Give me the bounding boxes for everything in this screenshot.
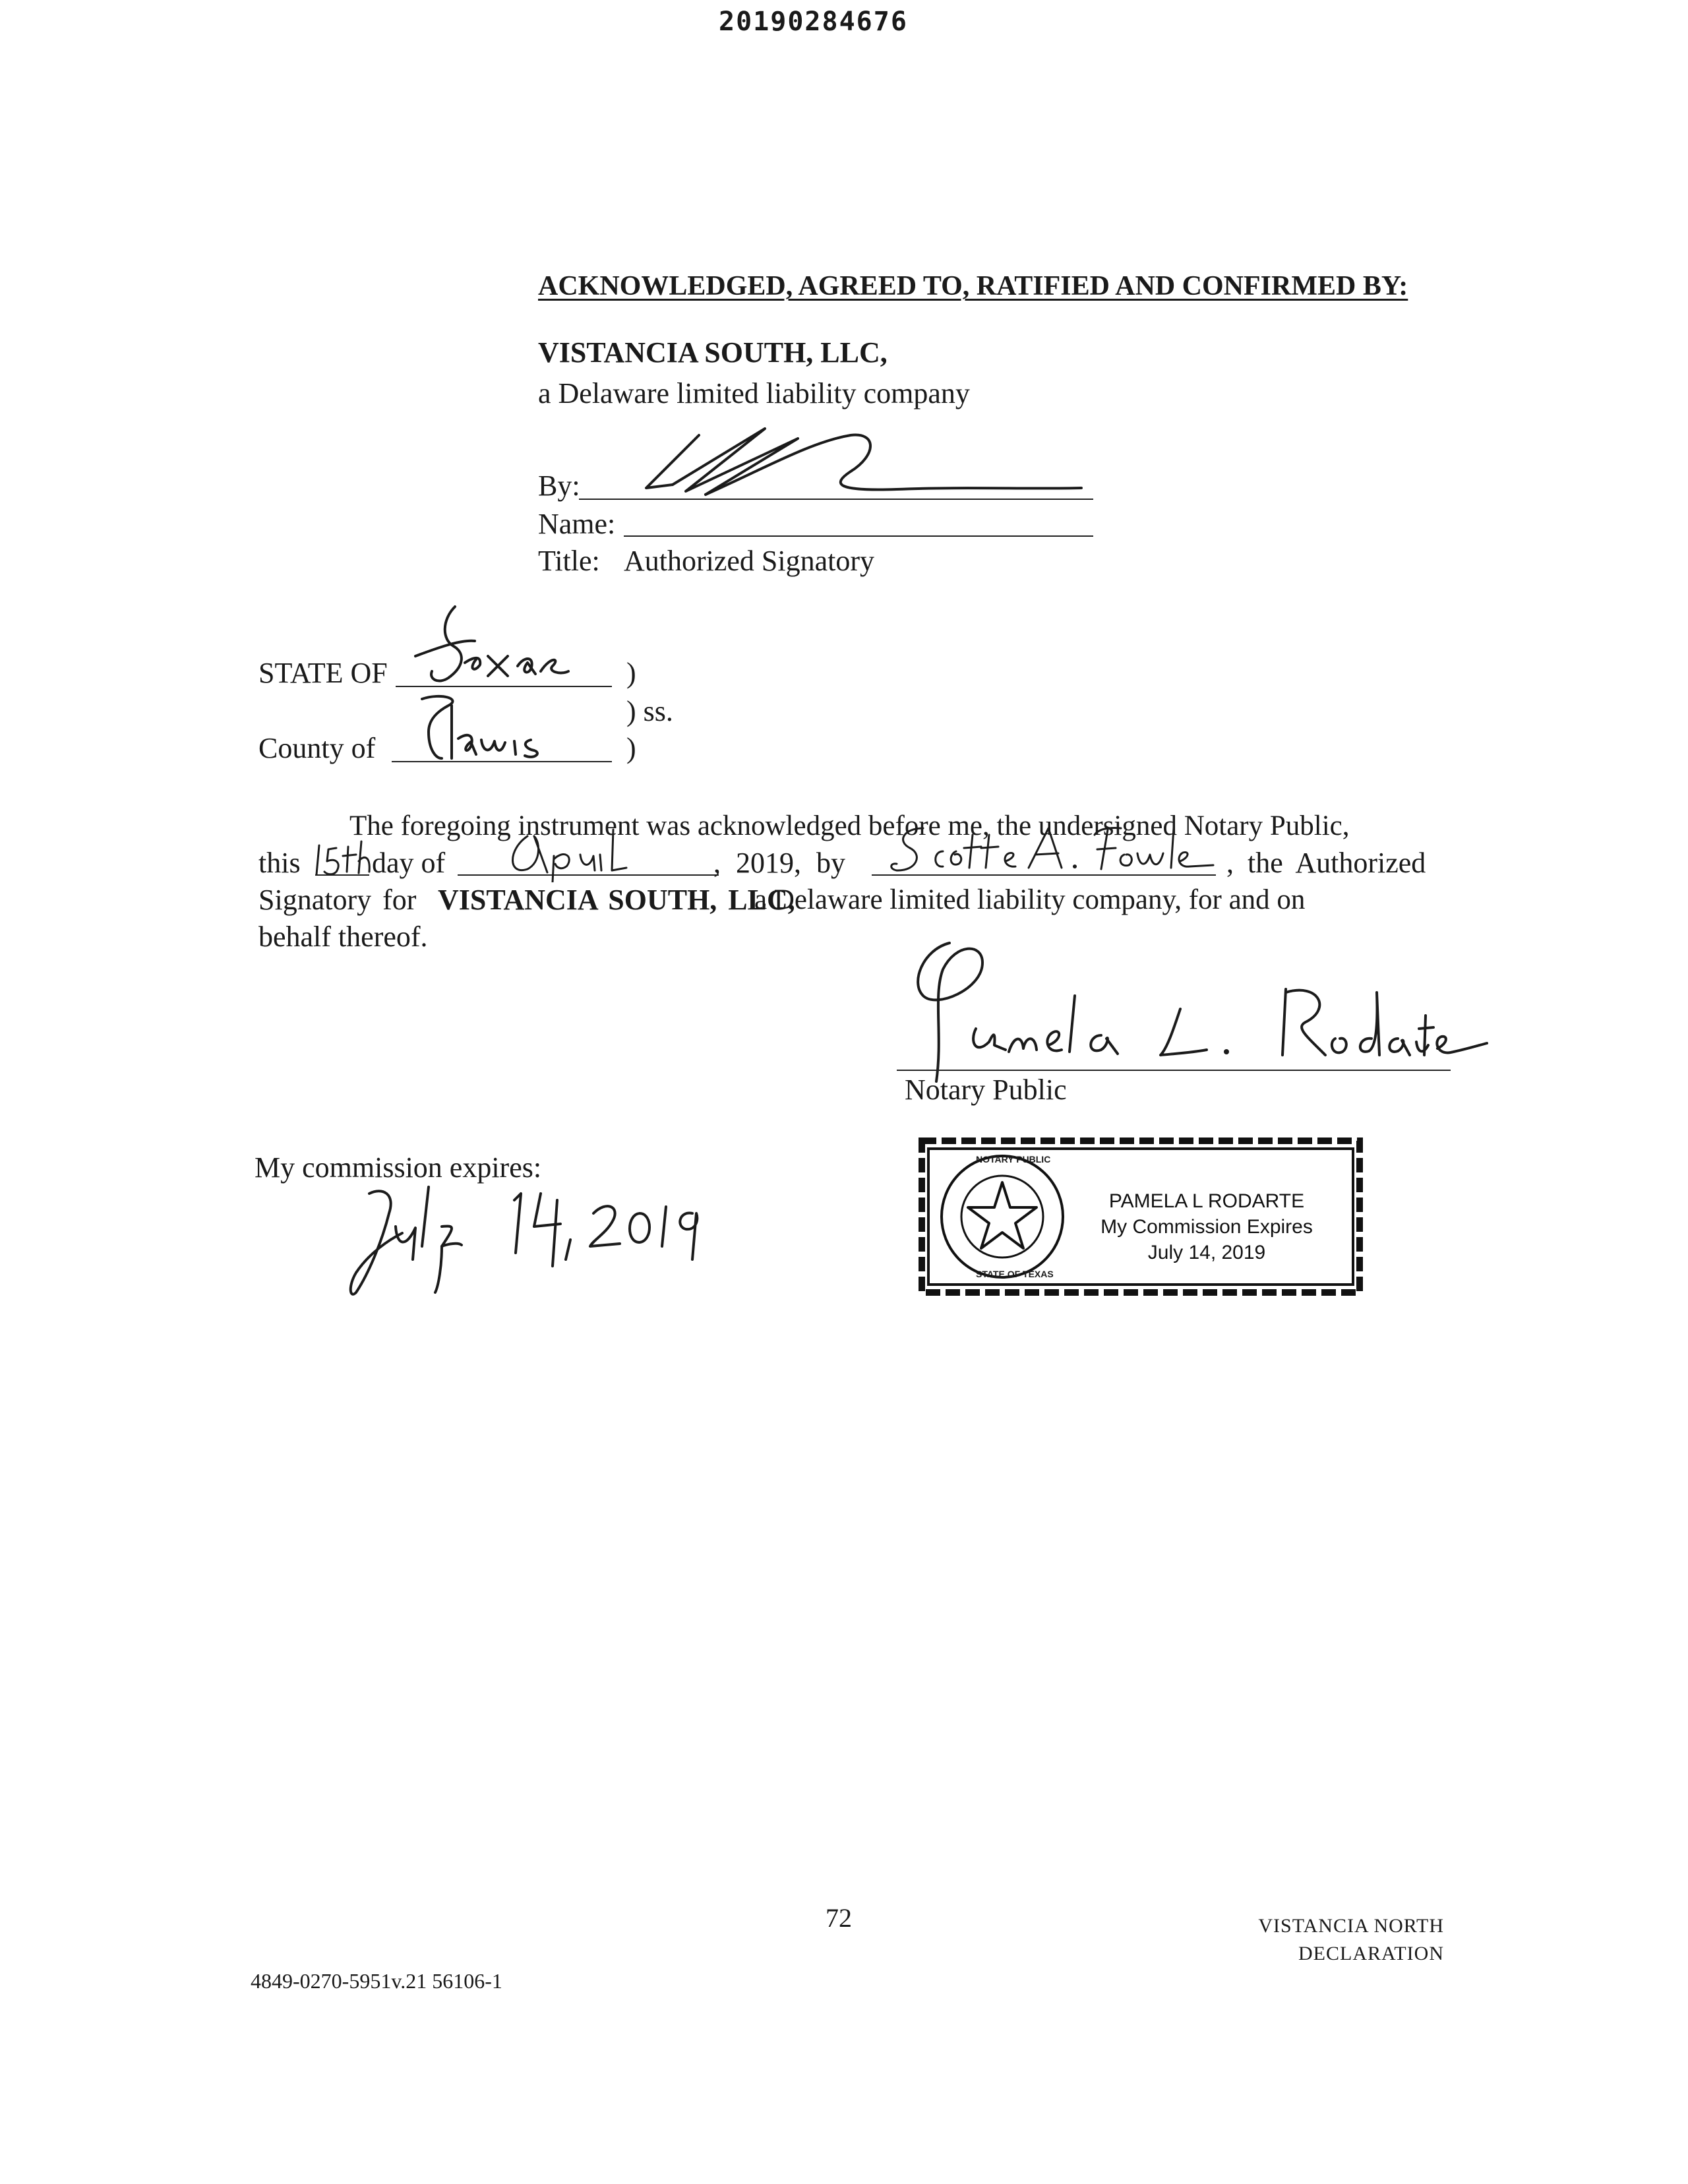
notary-signature: [897, 930, 1490, 1088]
by-label: By:: [538, 470, 580, 502]
page-number: 72: [826, 1903, 852, 1933]
company-name: VISTANCIA SOUTH, LLC,: [538, 336, 888, 369]
footer-doc-id: 4849-0270-5951v.21 56106-1: [251, 1969, 502, 1993]
commission-handwritten-date: [343, 1174, 712, 1306]
stamp-text-block: [1088, 1188, 1325, 1265]
company-description: a Delaware limited liability company: [538, 377, 970, 410]
notary-text-line-4: behalf thereof.: [258, 921, 428, 953]
acknowledgment-heading: ACKNOWLEDGED, AGREED TO, RATIFIED AND CONFIRMED BY:: [538, 271, 1408, 301]
notary-stamp: [917, 1134, 1365, 1299]
title-label: Title:: [538, 545, 600, 577]
county-paren: ): [626, 732, 636, 764]
county-label: County of: [258, 732, 376, 764]
recording-number: 20190284676: [719, 7, 908, 37]
notary-text-line-1: The foregoing instrument was acknowledged before me, the undersigned Notary Public,: [349, 810, 1350, 841]
state-label: STATE OF: [258, 657, 388, 689]
notary-text-day-of: day of: [372, 847, 446, 879]
state-paren: ): [626, 657, 636, 689]
notary-public-label: Notary Public: [905, 1074, 1067, 1106]
notary-text-the-authorized: , the Authorized: [1226, 847, 1426, 879]
stamp-commission-label: My Commission Expires: [1100, 1216, 1313, 1238]
footer-doc-title: [1246, 1912, 1444, 1968]
name-label: Name:: [538, 508, 616, 540]
state-handwritten-texas: [402, 593, 574, 692]
ss-label: ) ss.: [626, 695, 673, 727]
company-signature: [633, 409, 1095, 508]
notary-text-line-3-suffix: a Delaware limited liability company, for and on: [754, 884, 1306, 915]
county-handwritten-harris: [402, 686, 574, 765]
stamp-commission-date: July 14, 2019: [1147, 1242, 1266, 1263]
title-value: Authorized Signatory: [624, 545, 875, 577]
notary-signature-line: [897, 1070, 1451, 1071]
seal-top-text: NOTARY PUBLIC: [976, 1154, 1051, 1165]
seal-bottom-text: STATE OF TEXAS: [976, 1269, 1054, 1279]
footer-doc-title-line-1: VISTANCIA NORTH: [1258, 1915, 1444, 1937]
notary-text-this: this: [258, 847, 301, 879]
handwritten-signer-name: [870, 815, 1240, 881]
notary-text-line-3-company: VISTANCIA SOUTH, LLC,: [438, 884, 795, 916]
name-line: [624, 535, 1093, 537]
commission-expires-label: My commission expires:: [255, 1151, 542, 1184]
notary-text-line-3-prefix: Signatory for: [258, 884, 417, 916]
notary-text-year-by: , 2019, by: [713, 847, 845, 879]
footer-doc-title-line-2: DECLARATION: [1298, 1943, 1444, 1964]
stamp-notary-name: PAMELA L RODARTE: [1108, 1190, 1305, 1212]
texas-seal-icon: [936, 1151, 1068, 1283]
handwritten-month-april: [501, 823, 699, 882]
